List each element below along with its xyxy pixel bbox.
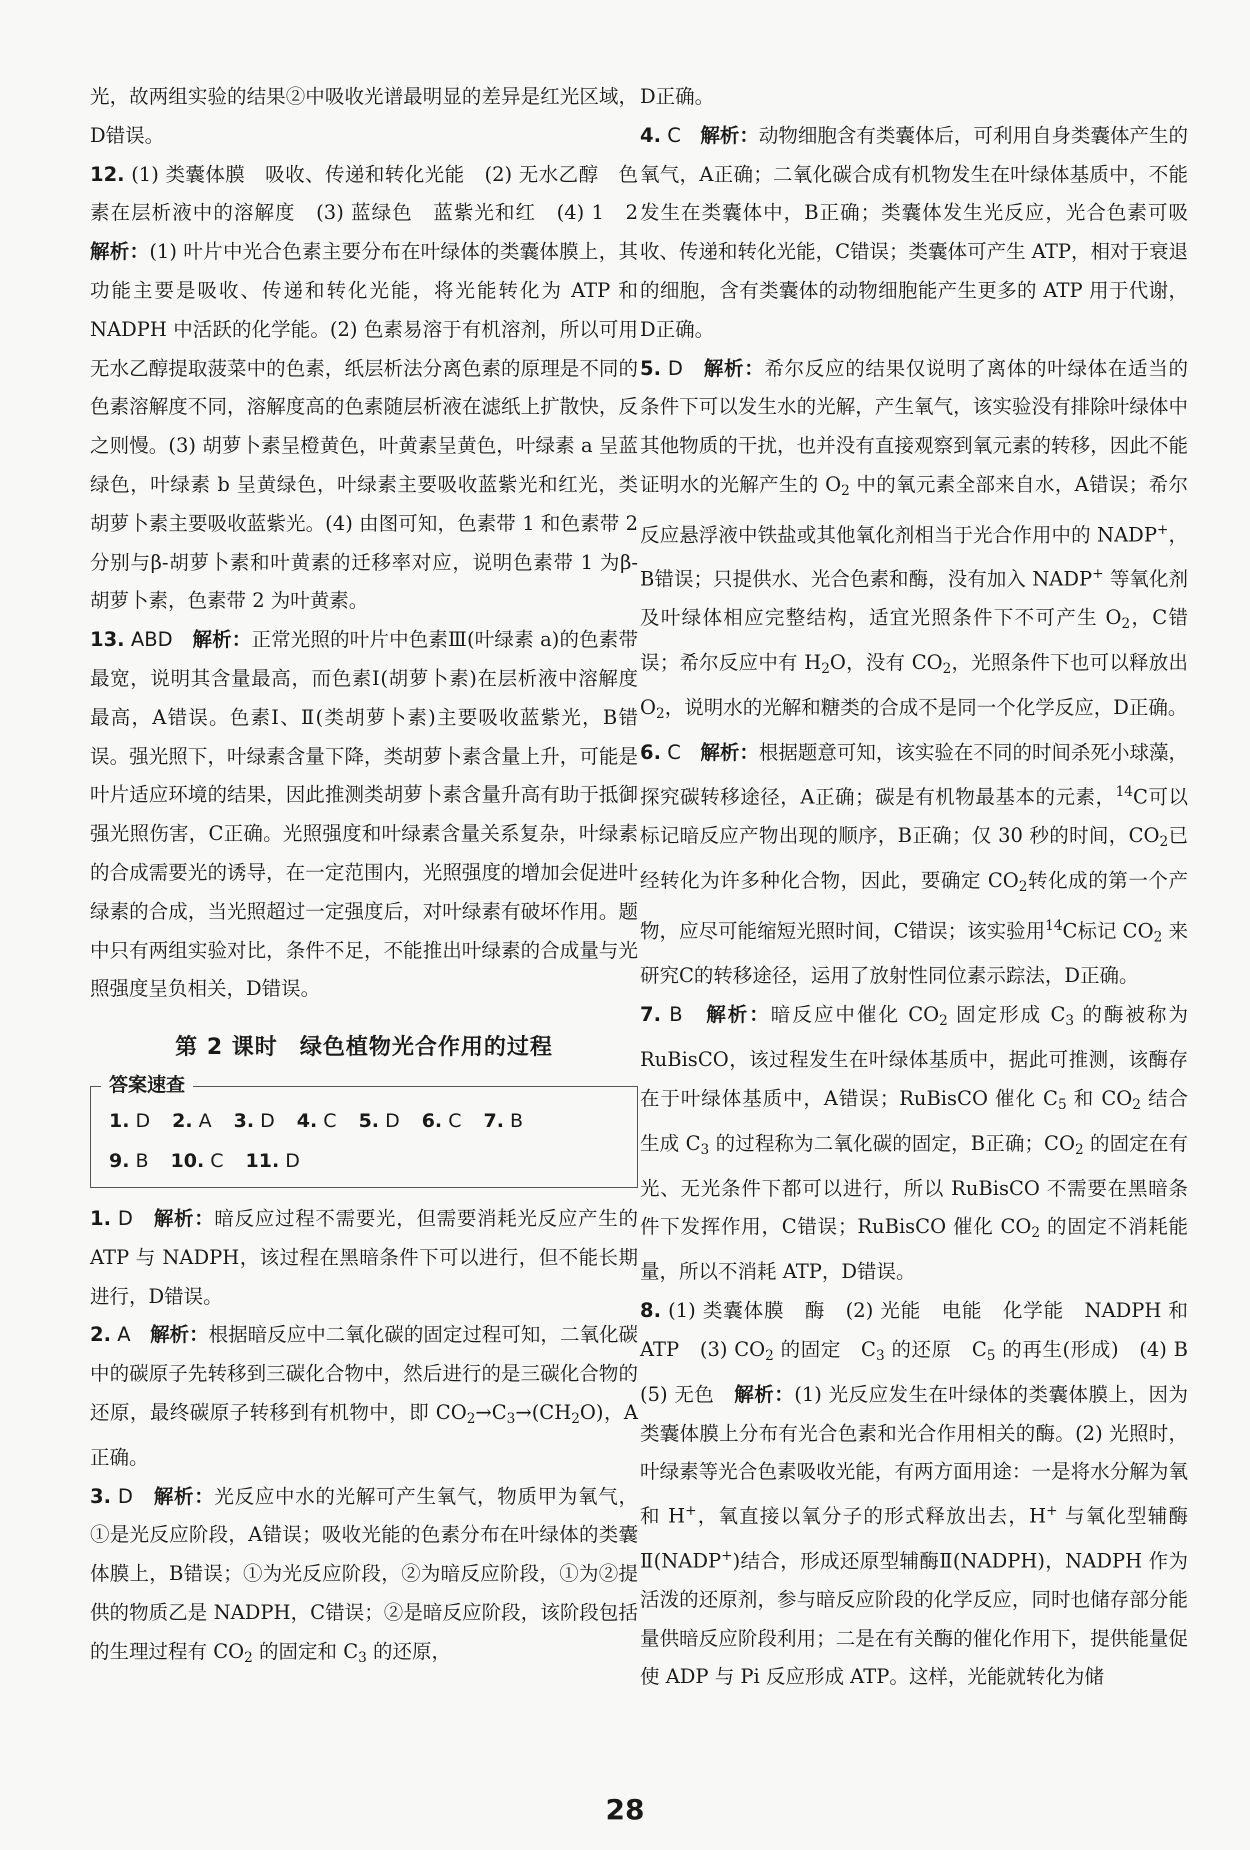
quick-answer-item bbox=[234, 1110, 275, 1132]
answer-text: 的固定 C bbox=[780, 1337, 876, 1361]
answer-choice: A bbox=[117, 1323, 131, 1347]
question-number: 8. bbox=[640, 1299, 661, 1323]
question-number: 2. bbox=[172, 1109, 193, 1132]
quick-answer-item bbox=[109, 1150, 149, 1172]
superscript: 14 bbox=[1115, 783, 1133, 800]
quick-answer-row bbox=[109, 1101, 637, 1141]
quick-answer-item bbox=[359, 1110, 400, 1132]
question-number: 4. bbox=[640, 123, 661, 147]
superscript: + bbox=[685, 1503, 697, 1520]
analysis-text: ，说明水的光解和糖类的合成不是同一个化学反应，D正确。 bbox=[664, 696, 1188, 720]
subscript: 2 bbox=[656, 706, 665, 723]
analysis-text: O，没有 CO bbox=[829, 651, 943, 675]
analysis-text: ，氧直接以氧分子的形式释放出去，H bbox=[696, 1504, 1047, 1528]
answer-8 bbox=[640, 1292, 1208, 1697]
question-number: 3. bbox=[233, 1109, 255, 1132]
answer-12 bbox=[90, 156, 658, 622]
question-number: 10. bbox=[170, 1149, 205, 1172]
analysis-text: 已经转化为许多种化合物，因此，要确定 CO bbox=[640, 824, 1188, 893]
answer-choice: D bbox=[285, 1149, 300, 1172]
subscript: 3 bbox=[358, 1649, 367, 1666]
quick-answer-item bbox=[109, 1110, 150, 1132]
analysis-label: 解析： bbox=[192, 628, 252, 652]
question-number: 3. bbox=[90, 1484, 111, 1508]
answer-choice: D bbox=[667, 356, 683, 380]
analysis-text: 结合生成 C bbox=[640, 1086, 1189, 1155]
superscript: + bbox=[1092, 566, 1104, 583]
analysis-text: 的还原， bbox=[373, 1639, 452, 1663]
subscript: 3 bbox=[506, 1411, 516, 1427]
quick-answer-row bbox=[109, 1141, 637, 1181]
subscript: 3 bbox=[1065, 1013, 1075, 1030]
quick-answer-box bbox=[90, 1073, 638, 1188]
subscript: 2 bbox=[821, 661, 830, 678]
analysis-text: 的固定和 C bbox=[259, 1639, 359, 1663]
subscript: 5 bbox=[986, 1348, 996, 1365]
answer-text: 的再生(形成) (4) B (5) 无色 bbox=[640, 1337, 1208, 1406]
answer-1 bbox=[90, 1200, 638, 1316]
analysis-text: ，C错误；希尔反应中有 H bbox=[640, 606, 1189, 675]
answer-choice: B bbox=[135, 1149, 149, 1172]
lesson-number: 第 2 课时 bbox=[175, 1035, 278, 1061]
subscript: 2 bbox=[571, 1411, 580, 1427]
analysis-text: 来研究C的转移途径，运用了放射性同位素示踪法，D正确。 bbox=[640, 919, 1189, 988]
subscript: 3 bbox=[875, 1348, 885, 1365]
superscript: + bbox=[1156, 521, 1169, 538]
analysis-text: O)，A正确。 bbox=[90, 1400, 638, 1469]
analysis-text: 正常光照的叶片中色素Ⅲ(叶绿素 a)的色素带最宽，说明其含量最高，而色素Ⅰ(胡萝卜素)在层析液中溶解度最高，A错误。色素Ⅰ、Ⅱ(类胡萝卜素)主要吸收蓝紫光，B错误。强光照下，叶绿素含量下降，类胡萝卜素含量上升，可能是叶片适应环境的结果，因此推测类胡萝卜素含量升高有助于抵御强光照伤害，C正确。光照强度和叶绿素含量关系复杂，叶绿素的合成需要光的诱导，在一定范围内，光照强度的增加会促进叶绿素的合成，当光照超过一定强度后，对叶绿素有破坏作用。题中只有两组实验对比，条件不足，不能推出叶绿素的合成量与光照强度呈负相关，D错误。 bbox=[90, 628, 638, 1001]
question-number: 12. bbox=[90, 162, 125, 186]
subscript: 2 bbox=[765, 1348, 774, 1365]
subscript: 2 bbox=[244, 1649, 253, 1666]
quick-answer-item bbox=[297, 1110, 337, 1132]
answer-choice: C bbox=[448, 1109, 462, 1132]
analysis-text: 的固定不消耗能量，所以不消耗 ATP，D错误。 bbox=[640, 1215, 1188, 1284]
analysis-text: 中的氧元素全部来自水，A错误；希尔反应悬浮液中铁盐或其他氧化剂相当于光合作用中的 NADP bbox=[640, 472, 1188, 547]
analysis-text: 动物细胞含有类囊体后，可利用自身类囊体产生的氧气，A正确；二氧化碳合成有机物发生在叶绿体基质中，不能发生在类囊体中，B正确；类囊体发生光反应，光合色素可吸收、传递和转化光能，C错误；类囊体可产生 ATP，相对于衰退的细胞，含有类囊体的动物细胞能产生更多的 ATP 用于代谢，D正确。 bbox=[640, 123, 1188, 341]
analysis-text: →(CH bbox=[515, 1400, 572, 1424]
quick-answer-item bbox=[246, 1150, 300, 1172]
paragraph-continuation: 光，故两组实验的结果②中吸收光谱最明显的差异是红光区域，D错误。 bbox=[90, 85, 638, 147]
question-number: 13. bbox=[90, 628, 125, 652]
answer-choice: D bbox=[117, 1484, 133, 1508]
right-column bbox=[640, 78, 1208, 1697]
subscript: 2 bbox=[1153, 929, 1163, 946]
answer-choice: D bbox=[385, 1109, 400, 1132]
subscript: 2 bbox=[1031, 1225, 1041, 1242]
question-number: 1. bbox=[109, 1109, 130, 1132]
question-number: 9. bbox=[109, 1149, 130, 1172]
analysis-text: 根据暗反应中二氧化碳的固定过程可知，二氧化碳中的碳原子先转移到三碳化合物中，然后进行的是三碳化合物的还原，最终碳原子转移到有机物中，即 CO bbox=[90, 1323, 638, 1424]
quick-answer-title: 答案速查 bbox=[101, 1072, 193, 1098]
question-number: 7. bbox=[640, 1003, 661, 1027]
answer-2 bbox=[90, 1316, 638, 1477]
analysis-text: →C bbox=[475, 1400, 507, 1424]
answer-choice: C bbox=[667, 741, 681, 765]
analysis-text: 根据题意可知，该实验在不同的时间杀死小球藻，探究碳转移途径，A正确；碳是有机物最基本的元素， bbox=[640, 741, 1188, 809]
analysis-text: C可以标记暗反应产物出现的顺序，B正确；仅 30 秒的时间，CO bbox=[640, 785, 1188, 848]
answer-4 bbox=[640, 117, 1188, 350]
analysis-text: (1) 光反应发生在叶绿体的类囊体膜上，因为类囊体膜上分布有光合色素和光合作用相关的酶。(2) 光照时，叶绿素等光合色素吸收光能，有两方面用途：一是将水分解为氧和 H bbox=[640, 1382, 1188, 1528]
subscript: 2 bbox=[1132, 1096, 1141, 1113]
analysis-label: 解析： bbox=[700, 741, 759, 765]
lesson-heading bbox=[90, 1029, 638, 1068]
analysis-text: 暗反应中催化 CO bbox=[770, 1003, 940, 1027]
quick-answer-item bbox=[171, 1150, 224, 1172]
question-number: 5. bbox=[640, 356, 661, 380]
question-number: 4. bbox=[296, 1109, 318, 1132]
answer-3 bbox=[90, 1478, 638, 1678]
analysis-text: 的固定在有光、无光条件下都可以进行，所以 RuBisCO 不需要在黑暗条件下发挥作用，C错误；RuBisCO 催化 CO bbox=[640, 1131, 1189, 1239]
analysis-text: 光反应中水的光解可产生氧气，物质甲为氧气，①是光反应阶段，A错误；吸收光能的色素分布在叶绿体的类囊体膜上，B错误；①为光反应阶段，②为暗反应阶段，①为②提供的物质乙是 NADPH，C错误；②是暗反应阶段，该阶段包括的生理过程有 CO bbox=[90, 1484, 638, 1663]
superscript: + bbox=[721, 1547, 733, 1564]
answer-choice: C bbox=[323, 1109, 337, 1132]
subscript: 2 bbox=[466, 1411, 476, 1427]
question-number: 5. bbox=[358, 1109, 380, 1132]
analysis-text: C标记 CO bbox=[1062, 919, 1154, 943]
answer-choice: C bbox=[667, 123, 681, 147]
analysis-label: 解析： bbox=[90, 240, 150, 264]
question-number: 6. bbox=[640, 741, 661, 765]
subscript: 2 bbox=[1159, 834, 1169, 851]
analysis-text: 的酶被称为 RuBisCO，该过程发生在叶绿体基质中，据此可推测，该酶存在于叶绿体基质中，A错误；RuBisCO 催化 C bbox=[640, 1003, 1188, 1110]
analysis-label: 解析： bbox=[153, 1206, 215, 1230]
analysis-text: 和 CO bbox=[1073, 1086, 1133, 1110]
answer-choice: B bbox=[669, 1003, 683, 1027]
analysis-text: ，光照条件下也可以释放出 O bbox=[640, 651, 1188, 720]
analysis-text: 希尔反应的结果仅说明了离体的叶绿体在适当的条件下可以发生水的光解，产生氧气，该实验没有排除叶绿体中其他物质的干扰，也并没有直接观察到氧元素的转移，因此不能证明水的光解产生的 O bbox=[640, 356, 1188, 496]
analysis-text: 等氧化剂及叶绿体相应完整结构，适宜光照条件下不可产生 O bbox=[640, 567, 1188, 630]
question-number: 2. bbox=[90, 1323, 111, 1347]
answer-7 bbox=[640, 996, 1188, 1292]
subscript: 2 bbox=[1018, 879, 1028, 896]
answer-5 bbox=[640, 350, 1188, 735]
answer-choice: B bbox=[509, 1109, 524, 1132]
analysis-text: 固定形成 C bbox=[956, 1003, 1066, 1027]
paragraph-continuation: D正确。 bbox=[640, 85, 715, 108]
answer-text: (1) 类囊体膜 吸收、传递和转化光能 (2) 无水乙醇 色素在层析液中的溶解度 (3) 蓝绿色 蓝紫光和红 (4) 1 2 bbox=[90, 162, 658, 225]
analysis-text: (1) 叶片中光合色素主要分布在叶绿体的类囊体膜上，其功能主要是吸收、传递和转化光能，将光能转化为 ATP 和 NADPH 中活跃的化学能。(2) 色素易溶于有机溶剂，所以可用无水乙醇提取菠菜中的色素，纸层析法分离色素的原理是不同的色素溶解度不同，溶解度高的色素随层析液在滤纸上扩散快，反之则慢。(3) 胡萝卜素呈橙黄色，叶黄素呈黄色，叶绿素 a 呈蓝绿色，叶绿素 b 呈黄绿色，叶绿素主要吸收蓝紫光和红光，类胡萝卜素主要吸收蓝紫光。(4) 由图可知，色素带 1 和色素带 2 分别与β-胡萝卜素和叶黄素的迁移率对应，说明色素带 1 为β-胡萝卜素，色素带 2 为叶黄素。 bbox=[90, 240, 638, 613]
subscript: 2 bbox=[939, 1013, 948, 1030]
answer-6 bbox=[640, 734, 1188, 996]
question-number: 11. bbox=[245, 1149, 280, 1172]
answer-choice: D bbox=[260, 1109, 275, 1132]
answer-text: 的还原 C bbox=[891, 1337, 987, 1361]
subscript: 3 bbox=[700, 1141, 710, 1158]
answer-choice: A bbox=[198, 1109, 212, 1132]
answer-choice: D bbox=[117, 1206, 133, 1230]
analysis-text: 暗反应过程不需要光，但需要消耗光反应产生的 ATP 与 NADPH，该过程在黑暗条件下可以进行，但不能长期进行，D错误。 bbox=[90, 1206, 638, 1308]
quick-answer-item bbox=[483, 1110, 523, 1132]
analysis-text: 转化成的第一个产物，应尽可能缩短光照时间，C错误；该实验用 bbox=[640, 869, 1188, 943]
subscript: 2 bbox=[942, 661, 952, 678]
analysis-text: 与氧化型辅酶Ⅱ(NADP bbox=[640, 1504, 1188, 1573]
analysis-label: 解析： bbox=[706, 1003, 771, 1027]
subscript: 2 bbox=[1121, 616, 1131, 633]
analysis-text: ，B错误；只提供水、光合色素和酶，没有加入 NADP bbox=[640, 523, 1188, 591]
analysis-label: 解析： bbox=[700, 123, 759, 147]
question-number: 6. bbox=[421, 1109, 443, 1132]
answer-choice: ABD bbox=[130, 628, 173, 652]
subscript: 5 bbox=[1057, 1096, 1067, 1113]
subscript: 2 bbox=[841, 483, 850, 500]
analysis-text: 的过程称为二氧化碳的固定，B正确；CO bbox=[715, 1131, 1075, 1155]
lesson-title: 绿色植物光合作用的过程 bbox=[299, 1035, 553, 1061]
answer-choice: D bbox=[135, 1109, 151, 1132]
analysis-label: 解析： bbox=[150, 1323, 209, 1347]
question-number: 7. bbox=[483, 1109, 504, 1132]
superscript: + bbox=[1046, 1503, 1058, 1520]
page-number: 28 bbox=[605, 1793, 645, 1826]
left-column bbox=[90, 78, 658, 1678]
analysis-label: 解析： bbox=[703, 356, 765, 380]
analysis-label: 解析： bbox=[153, 1484, 215, 1508]
answer-choice: C bbox=[210, 1149, 224, 1172]
answer-13 bbox=[90, 621, 638, 1009]
answer-text: (1) 类囊体膜 酶 (2) 光能 电能 化学能 NADPH 和 ATP (3) CO bbox=[640, 1299, 1188, 1361]
superscript: 14 bbox=[1045, 918, 1063, 934]
subscript: 2 bbox=[1074, 1141, 1084, 1158]
analysis-label: 解析： bbox=[734, 1382, 795, 1406]
question-number: 1. bbox=[90, 1206, 111, 1230]
analysis-text: )结合，形成还原型辅酶Ⅱ(NADPH)，NADPH 作为活泼的还原剂，参与暗反应阶段的化学反应，同时也储存部分能量供暗反应阶段利用；二是在有关酶的催化作用下，提供能量促使 ADP 与 Pi 反应形成 ATP。这样，光能就转化为储 bbox=[640, 1549, 1189, 1689]
quick-answer-item bbox=[422, 1110, 462, 1132]
quick-answer-item bbox=[172, 1110, 212, 1132]
